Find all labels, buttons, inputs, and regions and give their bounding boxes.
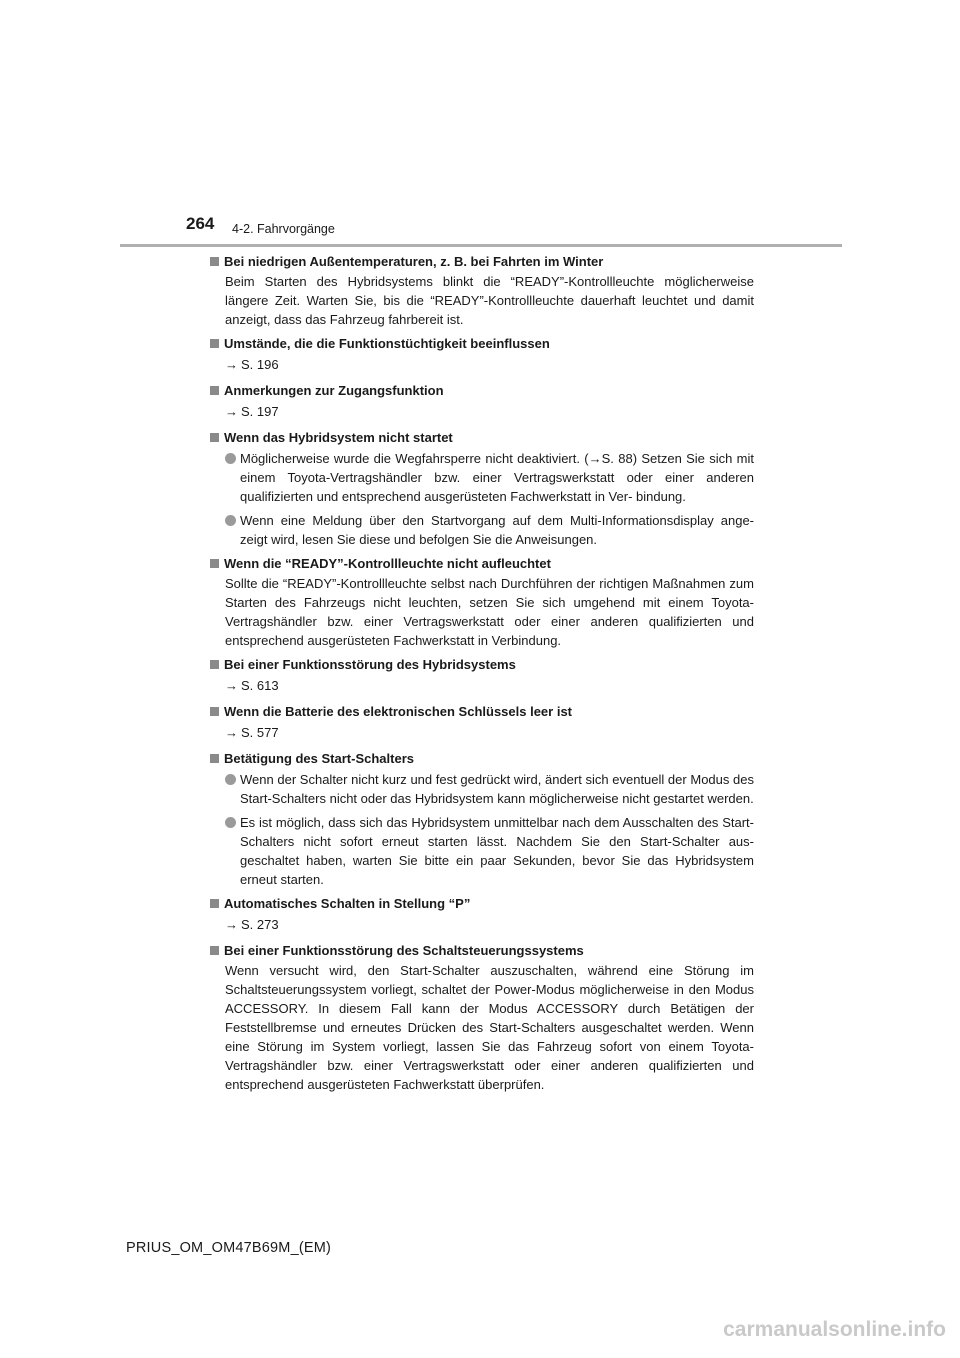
section-heading: Betätigung des Start-Schalters — [224, 751, 414, 766]
page-reference — [225, 914, 754, 936]
section-heading: Automatisches Schalten in Stellung “P” — [224, 896, 471, 911]
section-start-switch — [210, 749, 754, 889]
section-heading: Bei niedrigen Außentemperaturen, z. B. bei Fahrten im Winter — [224, 254, 604, 269]
square-bullet-icon — [210, 946, 219, 955]
section-text: Wenn versucht wird, den Start-Schalter auszuschalten, während eine Störung im Schaltsteuerungssystem vorliegt, schaltet der Power-Modus möglicherweise in den Modus ACCESSORY. In diesem Fall kann der Modus ACCESSORY durch Betätigen der Feststellbremse und erneutes Drücken des Start-Schalters ausgeschaltet werden. Wenn eine Störung im System vorliegt, lassen Sie das Fahrzeug sofort von einem Toyota-Vertragshändler bzw. einer Vertragswerkstatt oder einer anderen qualifizierten und entsprechend ausgerüsteten Fachwerkstatt überprüfen. — [225, 963, 754, 1092]
bullet-item — [210, 511, 754, 549]
section-hybrid-not-starting — [210, 428, 754, 549]
arrow-right-icon: → — [225, 404, 238, 419]
page-number: 264 — [186, 214, 215, 233]
arrow-right-icon: → — [225, 725, 238, 740]
square-bullet-icon — [210, 433, 219, 442]
square-bullet-icon — [210, 707, 219, 716]
section-heading: Wenn die “READY”-Kontrollleuchte nicht aufleuchtet — [224, 556, 551, 571]
page-content — [210, 252, 754, 1099]
document-code: PRIUS_OM_OM47B69M_(EM) — [126, 1240, 332, 1256]
page-reference — [225, 401, 754, 423]
section-key-battery — [210, 702, 754, 744]
arrow-right-icon: → — [225, 917, 238, 932]
section-heading: Wenn das Hybridsystem nicht startet — [224, 430, 453, 445]
section-heading: Wenn die Batterie des elektronischen Schlüssels leer ist — [224, 704, 573, 719]
bullet-item — [210, 449, 754, 506]
section-hybrid-malfunction — [210, 655, 754, 697]
section-auto-park — [210, 894, 754, 936]
page-reference — [225, 675, 754, 697]
arrow-right-icon: → — [225, 357, 238, 372]
bullet-text: Wenn eine Meldung über den Startvorgang auf dem Multi-Informationsdisplay ange- zeigt wird, lesen Sie diese und befolgen Sie die Anweisungen. — [240, 513, 754, 547]
chapter-title: 4-2. Fahrvorgänge — [232, 222, 335, 236]
section-heading: Bei einer Funktionsstörung des Schaltsteuerungssystems — [224, 943, 584, 958]
page-reference-link[interactable]: S. 197 — [241, 404, 279, 419]
square-bullet-icon — [210, 339, 219, 348]
bullet-item — [210, 813, 754, 889]
section-heading: Bei einer Funktionsstörung des Hybridsystems — [224, 657, 516, 672]
section-heading: Anmerkungen zur Zugangsfunktion — [224, 383, 444, 398]
page-reference-link[interactable]: S. 577 — [241, 725, 279, 740]
round-bullet-icon — [225, 515, 236, 526]
section-ready-light — [210, 554, 754, 650]
square-bullet-icon — [210, 257, 219, 266]
page-reference-link[interactable]: S. 196 — [241, 357, 279, 372]
round-bullet-icon — [225, 774, 236, 785]
section-text: Beim Starten des Hybridsystems blinkt die “READY”-Kontrollleuchte möglicherweise längere Zeit. Warten Sie, bis die “READY”-Kontrollleuchte dauerhaft leuchtet und damit anzeigt, dass das Fahrzeug fahrbereit ist. — [225, 274, 754, 327]
section-winter — [210, 252, 754, 329]
watermark: carmanualsonline.info — [723, 1318, 946, 1341]
round-bullet-icon — [225, 817, 236, 828]
arrow-right-icon: → — [225, 678, 238, 693]
square-bullet-icon — [210, 559, 219, 568]
header-rule — [120, 244, 842, 247]
bullet-text: Wenn der Schalter nicht kurz und fest gedrückt wird, ändert sich eventuell der Modus des Start-Schalters nicht oder das Hybridsystem kann möglicherweise nicht gestartet werden. — [240, 772, 754, 806]
page-reference-link[interactable]: S. 613 — [241, 678, 279, 693]
section-shift-control-malfunction — [210, 941, 754, 1094]
square-bullet-icon — [210, 386, 219, 395]
round-bullet-icon — [225, 453, 236, 464]
bullet-item — [210, 770, 754, 808]
page-reference-link[interactable]: S. 273 — [241, 917, 279, 932]
bullet-text: Es ist möglich, dass sich das Hybridsystem unmittelbar nach dem Ausschalten des Start-Schalters nicht sofort erneut starten lässt. Nachdem Sie den Start-Schalter aus- geschaltet haben, warten Sie bitte ein paar Sekunden, bevor Sie das Hybridsystem erneut starten. — [240, 815, 754, 887]
square-bullet-icon — [210, 754, 219, 763]
page-reference — [225, 354, 754, 376]
square-bullet-icon — [210, 899, 219, 908]
section-access-function — [210, 381, 754, 423]
section-text: Sollte die “READY”-Kontrollleuchte selbst nach Durchführen der richtigen Maßnahmen zum Starten des Fahrzeugs nicht leuchten, setzen Sie sich umgehend mit einem Toyota-Vertragshändler bzw. einer Vertragswerkstatt oder einer anderen qualifizierten und entsprechend ausgerüsteten Fachwerkstatt in Verbindung. — [225, 576, 754, 648]
square-bullet-icon — [210, 660, 219, 669]
section-functionality — [210, 334, 754, 376]
page-reference — [225, 722, 754, 744]
bullet-text: Möglicherweise wurde die Wegfahrsperre nicht deaktiviert. (→S. 88) Setzen Sie sich mit einem Toyota-Vertragshändler bzw. einer Vertragswerkstatt oder einer anderen qualifizierten und entsprechend ausgerüsteten Fachwerkstatt in Ver- bindung. — [240, 451, 754, 504]
section-heading: Umstände, die die Funktionstüchtigkeit beeinflussen — [224, 336, 550, 351]
